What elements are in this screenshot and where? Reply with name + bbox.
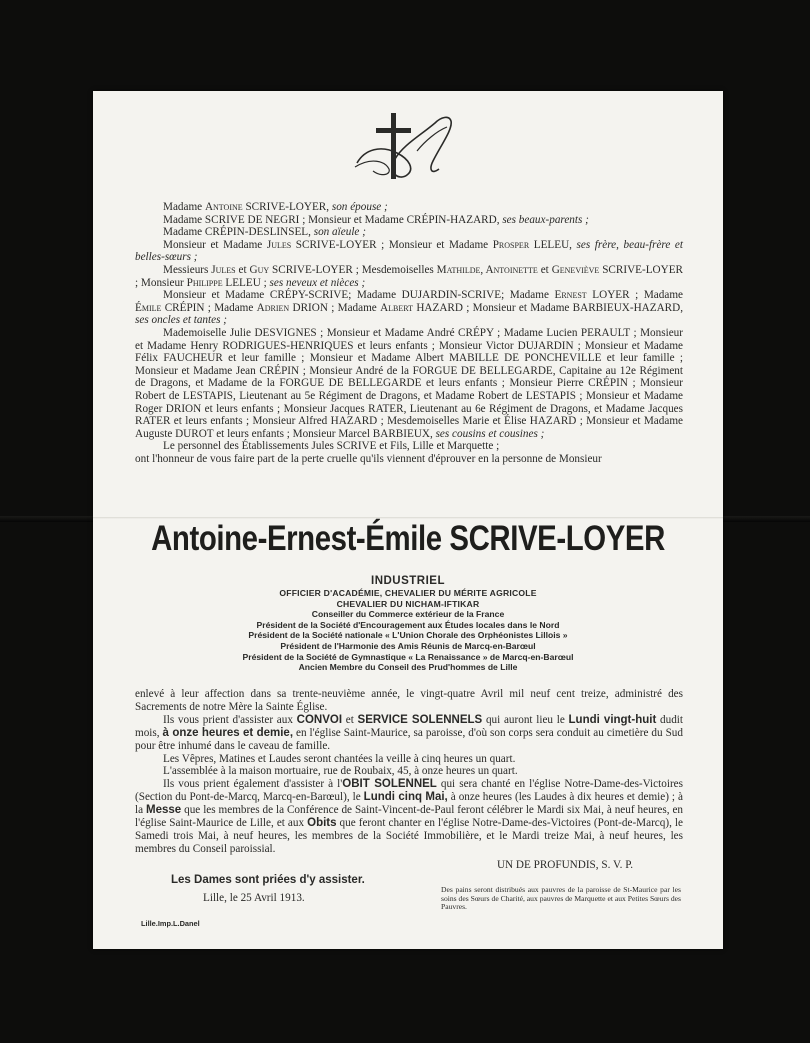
alms-note: Des pains seront distribués aux pauvres de la paroisse de St-Maurice par les soins des Sœurs de Charité, aux pauvres de Marquette et aux Petites Sœurs des Pauvres. <box>441 885 681 912</box>
office-title: Président de la Société de Gymnastique « La Renaissance » de Marcq-en-Barœul <box>242 651 574 662</box>
profession: INDUSTRIEL <box>371 575 445 587</box>
family-announcement <box>135 201 683 465</box>
family-line-spouse: Madame Antoine SCRIVE-LOYER, son épouse ; <box>163 201 388 213</box>
vespers-line: Les Vêpres, Matines et Laudes seront chantées la veille à cinq heures un quart. <box>163 752 516 765</box>
footer-left <box>171 871 431 907</box>
family-line-siblings: Monsieur et Madame Jules SCRIVE-LOYER ; Monsieur et Madame Prosper LELEU, ses frère, beau-frère et belles-sœurs ; <box>135 238 683 264</box>
family-line-nephews: Messieurs Jules et Guy SCRIVE-LOYER ; Mesdemoiselles Mathilde, Antoinette et Geneviève SCRIVE-LOYER ; Monsieur Philippe LELEU ; ses neveux et nièces ; <box>135 263 683 289</box>
honor-title: OFFICIER D'ACADÉMIE, CHEVALIER DU MÉRITE AGRICOLE <box>279 588 537 598</box>
family-line-announcement: ont l'honneur de vous faire part de la perte cruelle qu'ils viennent d'éprouver en la personne de Monsieur <box>135 452 602 465</box>
printer-imprint: Lille.Imp.L.Danel <box>141 919 200 928</box>
family-line-uncles: Monsieur et Madame CRÉPY-SCRIVE; Madame DUJARDIN-SCRIVE; Madame Ernest LOYER ; Madame Émile CRÉPIN ; Madame Adrien DRION ; Madame Albert HAZARD ; Monsieur et Madame BARBIEUX-HAZARD, ses oncles et tantes ; <box>135 289 683 327</box>
office-title: Ancien Membre du Conseil des Prud'hommes de Lille <box>298 662 518 673</box>
family-line-grandmother: Madame CRÉPIN-DESLINSEL, son aïeule ; <box>163 226 366 239</box>
cross-monogram-icon <box>351 111 461 187</box>
notice-date: Lille, le 25 Avril 1913. <box>203 892 305 904</box>
office-title: Président de l'Harmonie des Amis Réunis de Marcq-en-Barœul <box>280 640 536 651</box>
office-title: Conseiller du Commerce extérieur de la France <box>311 609 505 620</box>
de-profundis: UN DE PROFUNDIS, S. V. P. <box>496 858 633 871</box>
office-title: Président de la Société nationale « L'Union Chorale des Orphéonistes Lillois » <box>248 630 568 641</box>
deceased-titles <box>93 574 723 673</box>
office-title: Président de la Société d'Encouragement aux Études locales dans le Nord <box>256 619 560 630</box>
family-line-cousins: Mademoiselle Julie DESVIGNES ; Monsieur et Madame André CRÉPY ; Madame Lucien PERAULT ; Monsieur et Madame Henry RODRIGUES-HENRIQUES et leurs enfants ; Monsieur Victor DUJARDIN ; Monsieur et Madame Félix FAUCHEUR et leur famille ; Monsieur et Madame Albert MABILLE DE PONCHEVILLE et leur famille ; Monsieur et Madame Jean CRÉPIN ; Monsieur André de la FORGUE DE BELLEGARDE, Capitaine au 12e Régiment de Dragons, et Madame de la FORGUE DE BELLEGARDE et leurs enfants ; Monsieur Pierre CRÉPIN ; Monsieur Robert de LESTAPIS, Lieutenant au 5e Régiment de Dragons, et Madame Robert de LESTAPIS ; Monsieur et Madame Roger DRION et leurs enfants ; Monsieur Jacques RATER, Lieutenant au 6e Régiment de Dragons, et Madame Jacques RATER et leurs enfants ; Monsieur Alfred HAZARD ; Mesdemoiselles Marie et Élise HAZARD ; Monsieur et Madame Auguste DUROT et leurs enfants ; Monsieur Marcel BARBIEUX, ses cousins et cousines ; <box>135 326 683 440</box>
family-line-in-laws: Madame SCRIVE DE NEGRI ; Monsieur et Madame CRÉPIN-HAZARD, ses beaux-parents ; <box>163 213 589 226</box>
obit-invitation: Ils vous prient également d'assister à l'OBIT SOLENNEL qui sera chanté en l'église Notre-Dame-des-Victoires (Section du Pont-de-Marcq, Marcq-en-Barœul), le Lundi cinq Mai, à onze heures (les Laudes à dix heures et demie) ; à la Messe que les membres de la Conférence de Saint-Vincent-de-Paul feront célébrer le Mardi six Mai, à neuf heures, en l'église Saint-Maurice de Lille, et aux Obits que feront chanter en l'église Notre-Dame-des-Victoires (Pont-de-Marcq), le Samedi trois Mai, à neuf heures, les membres de la Société Immobilière, et le Mardi treize Mai, à neuf heures, les membres du Conseil paroissial. <box>135 778 684 855</box>
funeral-notice-page <box>93 91 723 949</box>
family-line-staff: Le personnel des Établissements Jules SCRIVE et Fils, Lille et Marquette ; <box>163 440 500 453</box>
deceased-name: Antoine-Ernest-Émile SCRIVE-LOYER <box>151 519 665 558</box>
honor-title: CHEVALIER DU NICHAM-IFTIKAR <box>336 598 480 609</box>
ladies-invitation: Les Dames sont priées d'y assister. <box>171 874 365 886</box>
assembly-line: L'assemblée à la maison mortuaire, rue de Roubaix, 45, à onze heures un quart. <box>163 765 518 778</box>
funeral-invitation: Ils vous prient d'assister aux CONVOI et SERVICE SOLENNELS qui auront lieu le Lundi vingt-huit dudit mois, à onze heures et demie, en l'église Saint-Maurice, sa paroisse, d'où son corps sera conduit au cimetière du Sud pour être inhumé dans le caveau de famille. <box>135 713 684 752</box>
death-statement: enlevé à leur affection dans sa trente-neuvième année, le vingt-quatre Avril mil neuf cent treize, administré des Sacrements de notre Mère la Sainte Église. <box>135 688 683 713</box>
service-details <box>135 688 683 872</box>
